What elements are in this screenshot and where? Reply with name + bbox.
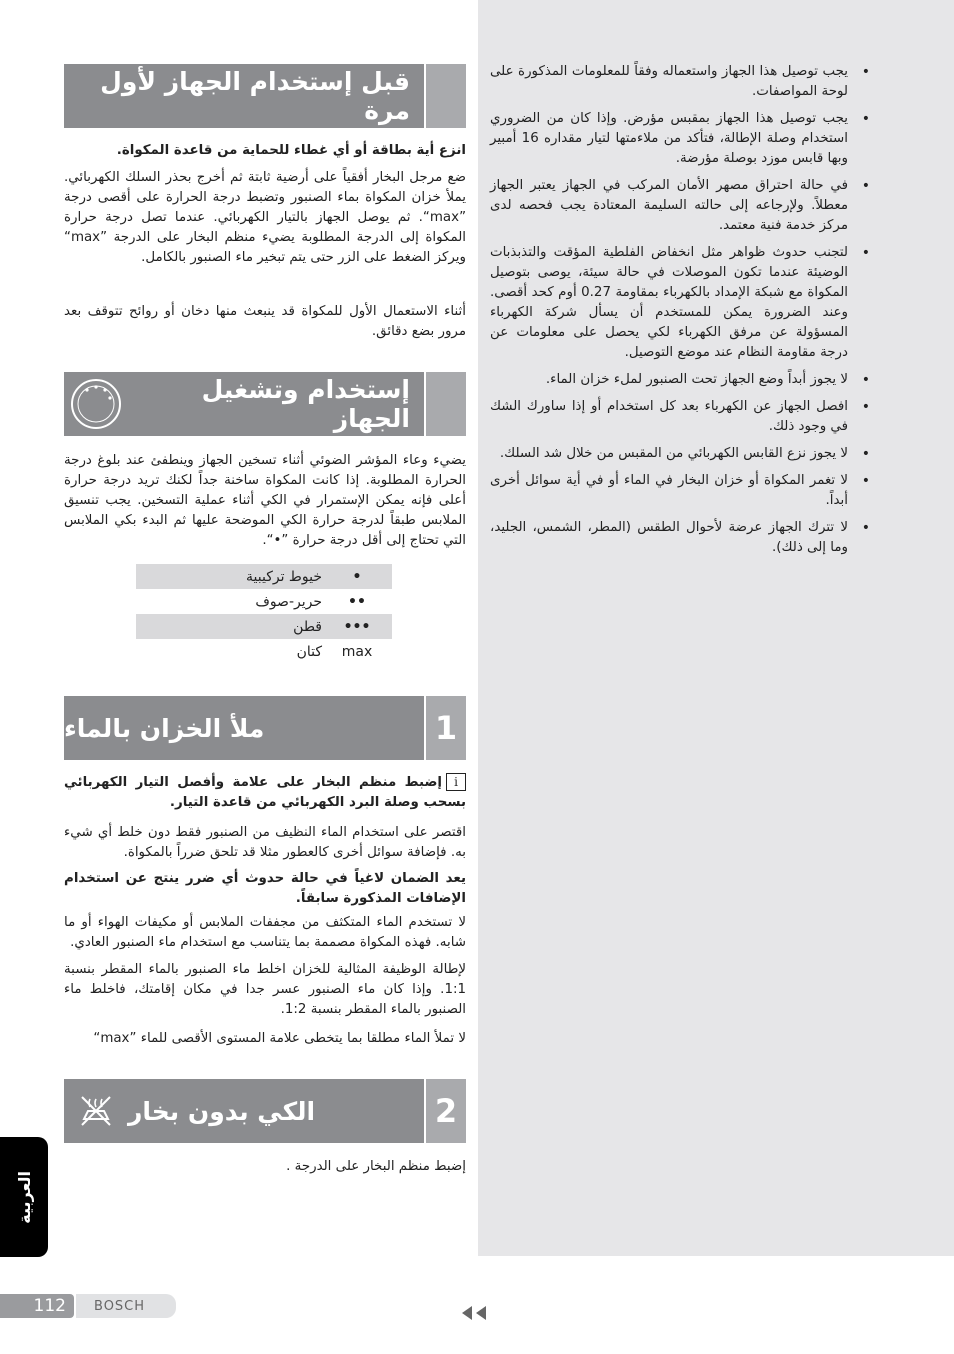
list-item: • لا تترك الجهاز عرضة لأحوال الطقس (المطر، الشمس، الجليد، وما إلى ذلك). bbox=[490, 518, 848, 558]
fabric-name: حرير-صوف bbox=[255, 593, 322, 610]
section-number: 1 bbox=[424, 696, 466, 760]
section-header-dry bbox=[64, 1079, 466, 1143]
language-label: العربية bbox=[14, 1170, 34, 1224]
list-item: • يجب توصيل هذا الجهاز واستعماله وفقاً للمعلومات المذكورة على لوحة المواصفات. bbox=[490, 62, 848, 102]
section-title: إستخدام وتشغيل الجهاز bbox=[201, 375, 410, 433]
water-bold1-text: إضبط منظم البخار على علامة وأفصل التيار الكهربائي بسحب وصلة البرد الكهربائي من قاعدة التيار. bbox=[64, 775, 466, 810]
temperature-dial-icon bbox=[64, 372, 128, 436]
no-steam-icon bbox=[64, 1079, 128, 1143]
info-icon: i bbox=[446, 773, 466, 791]
list-item: • لتجنب حدوث ظواهر مثل انخفاض الفلطية المؤقت والتذبذبات الوضيئة عندما تكون الموصلات في حالة سيئة، يوصى بتوصيل المكواة مع شبكة الإمداد بالكهرباء بمقاومة 0.27 أوم كحد أقصى. وعند الضرورة يمكن للمستخدم أن يسأل شركة الكهرباء المسؤولة عن مرفق الكهرباء لكي يحصل على معلومات عن درجة مقاومة النظام عند موضع التوصيل. bbox=[490, 243, 848, 363]
list-item: • لا يجوز أبداً وضع الجهاز تحت الصنبور لملء خزان الماء. bbox=[490, 370, 848, 390]
double-arrow-left-icon bbox=[460, 1305, 488, 1324]
page-number: 112 bbox=[0, 1294, 74, 1318]
list-item: • لا يجوز نزع القابس الكهربائي من المقبس من خلال شد السلك. bbox=[490, 444, 848, 464]
temperature-table bbox=[136, 564, 392, 664]
safety-bullets bbox=[490, 62, 870, 565]
section-title: ملأ الخزان بالماء bbox=[64, 713, 265, 743]
temp-dots: ••• bbox=[343, 618, 371, 635]
section-tab bbox=[424, 64, 466, 128]
language-tab bbox=[0, 1137, 48, 1257]
table-row bbox=[136, 614, 392, 639]
dry-para: إضبط منظم البخار على الدرجة . bbox=[286, 1159, 466, 1174]
section-tab bbox=[424, 372, 466, 436]
water-bold1 bbox=[64, 773, 466, 813]
list-item: • لا تغمر المكواة أو خزان البخار في الماء أو في أية سوائل أخرى أبداً. bbox=[490, 471, 848, 511]
brand-label: BOSCH bbox=[76, 1294, 176, 1318]
fabric-name: خيوط تركيبية bbox=[246, 568, 322, 585]
list-item: • في حالة احتراق مصهر الأمان المركب في الجهاز يعتبر الجهاز معطلاً. ولإرجاعه إلى حالته السليمة المعتادة يجب فحصه لدى مركز خدمة فنية معتمد. bbox=[490, 176, 848, 236]
fabric-name: كتان bbox=[296, 643, 322, 660]
first-use-para1: ضع مرجل البخار أفقياً على أرضية ثابتة ثم أخرج بحذر السلك الكهربائي. يملأ خزان المكواة بماء الصنبور وتضبط درجة الحرارة على أقصى درجة ”max“. ثم يوصل الجهاز بالتيار الكهربائي. عندما تصل درجة حرارة المكواة إلى الدرجة المطلوبة يضيء منظم البخار على الدرجة ”max“ ويركز الضغط على الزر حتى يتم تبخير ماء الصنبور بالكامل. bbox=[64, 170, 466, 265]
table-row bbox=[136, 639, 392, 664]
temp-dots: • bbox=[352, 568, 362, 585]
section-title: الكي بدون بخار bbox=[128, 1096, 316, 1126]
operation-para: يضيء وعاء المؤشر الضوئي أثناء تسخين الجهاز وينطفئ عند بلوغ درجة الحرارة المطلوبة. إذا كانت المكواة ساخنة جداً لكنك تريد درجة حرارة أعلى فإنه يمكن الإستمرار في الكي أثناء عملية التسخين. يجب تنسيق الملابس طبقاً لدرجة حرارة الكي الموضحة عليها ثم البدء بكي الملابس التي تحتاج إلى أقل درجة حرارة ”•“. bbox=[64, 453, 466, 548]
section-number: 2 bbox=[424, 1079, 466, 1143]
water-para4: لا تملأ الماء مطلقا بما يتخطى علامة المستوى الأقصى للماء ”max“ bbox=[93, 1031, 466, 1046]
temp-dots: max bbox=[341, 643, 373, 660]
water-bold2: يعد الضمان لاغياً في حالة حدوث أي ضرر ينتج عن استخدام الإضافات المذكورة سابقاً. bbox=[64, 871, 466, 906]
section-title: قبل إستخدام الجهاز لأول مرة bbox=[100, 67, 410, 125]
table-row bbox=[136, 589, 392, 614]
first-use-bold: انزع أية بطاقة أو أي غطاء للحماية من قاعدة المكواة. bbox=[116, 143, 466, 158]
section-header-water bbox=[64, 696, 466, 760]
section-header-first-use bbox=[64, 64, 466, 128]
list-item: • يجب توصيل هذا الجهاز بمقبس مؤرض. وإذا كان من الضروري استخدام وصلة الإطالة، فتأكد من ملاءمتها لتيار مقداره 16 أمبير وبها قابس موزد بوصلة مؤرضة. bbox=[490, 109, 848, 169]
water-para2: لا تستخدم الماء المتكثف من مجففات الملابس أو مكيفات الهواء أو ما شابه. فهذه المكواة مصممة بما يتناسب مع استخدام ماء الصنبور العادي. bbox=[64, 915, 466, 950]
water-para3: لإطالة الوظيفة المثالية للخزان اخلط ماء الصنبور بالماء المقطر بنسبة 1:1. وإذا كان ماء الصنبور عسر جدا في مكان إقامتك، فاخلط ماء الصنبور بالماء المقطر بنسبة 1:2. bbox=[64, 962, 466, 1017]
fabric-name: قطن bbox=[293, 618, 322, 635]
section-header-operation bbox=[64, 372, 466, 436]
water-para1: اقتصر على استخدام الماء النظيف من الصنبور فقط دون خلط أي شيء به. فإضافة سوائل أخرى كالعطور مثلا قد تلحق ضرراً بالمكواة. bbox=[64, 825, 466, 860]
temp-dots: •• bbox=[348, 593, 366, 610]
first-use-para2: أثناء الاستعمال الأول للمكواة قد ينبعث منها دخان أو روائح تتوقف بعد مرور بضع دقائق. bbox=[64, 304, 466, 339]
list-item: • افصل الجهاز عن الكهرباء بعد كل استخدام أو إذا ساورك الشك في وجود ذلك. bbox=[490, 397, 848, 437]
table-row bbox=[136, 564, 392, 589]
